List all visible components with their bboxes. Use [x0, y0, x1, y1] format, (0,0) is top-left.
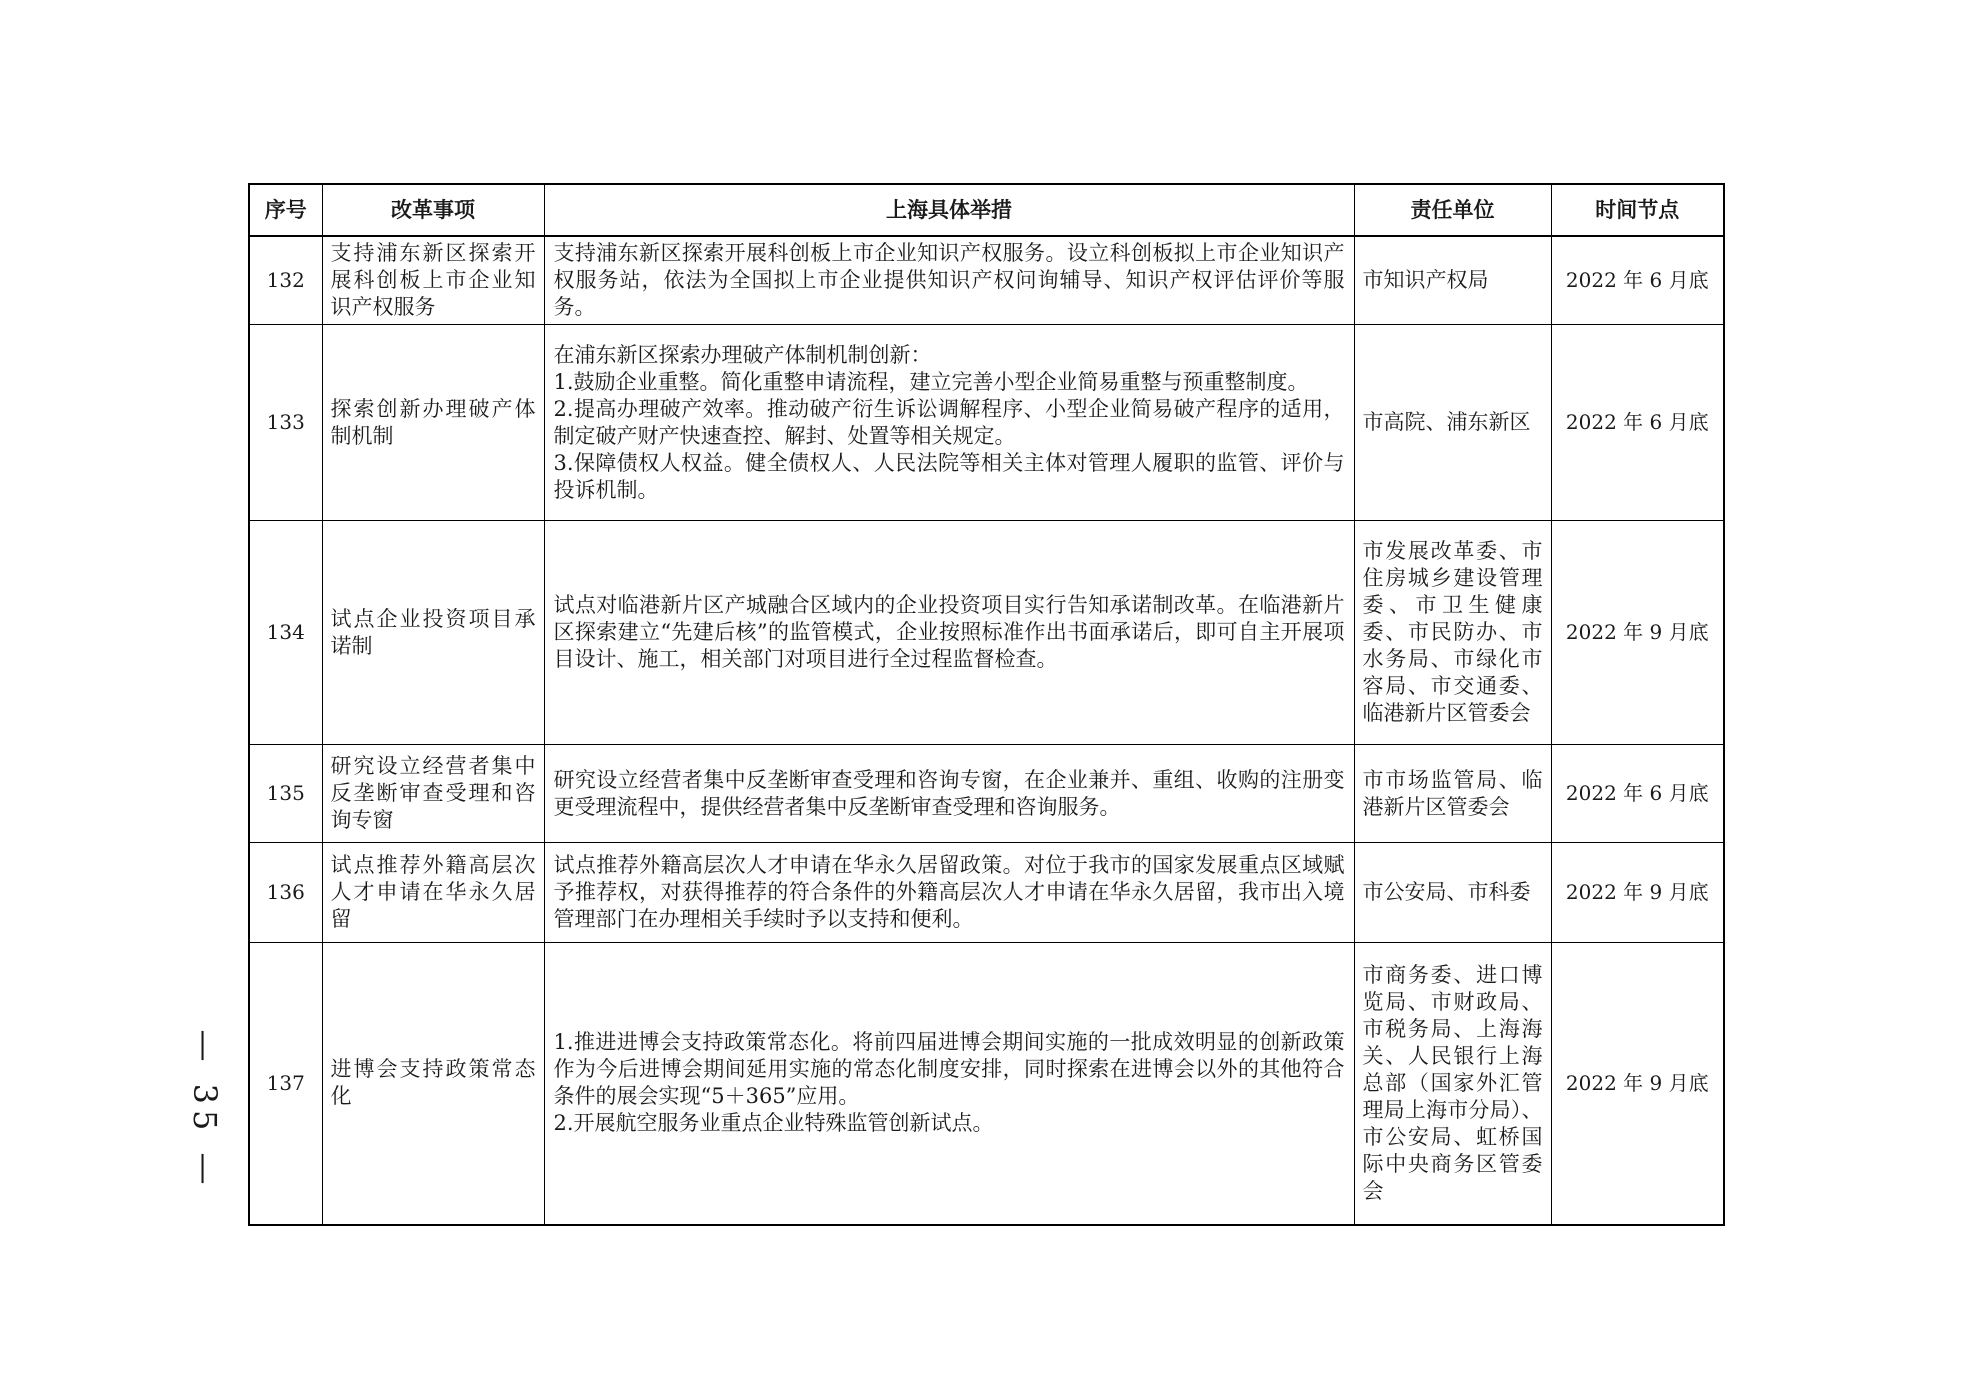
row-measures — [544, 325, 1354, 521]
row-serial-number: 133 — [249, 325, 322, 521]
row-serial-number: 136 — [249, 843, 322, 943]
row-serial-number: 132 — [249, 236, 322, 325]
header-shanghai-measures: 上海具体举措 — [544, 184, 1354, 236]
table-row — [249, 745, 1724, 843]
row-reform-item: 支持浦东新区探索开展科创板上市企业知识产权服务 — [322, 236, 544, 325]
row-deadline: 2022 年 9 月底 — [1551, 843, 1724, 943]
table-row — [249, 943, 1724, 1225]
row-responsible-unit: 市发展改革委、市住房城乡建设管理委、市卫生健康委、市民防办、市水务局、市绿化市容局、市交通委、临港新片区管委会 — [1354, 521, 1551, 745]
row-deadline: 2022 年 6 月底 — [1551, 745, 1724, 843]
row-measures — [544, 236, 1354, 325]
row-deadline: 2022 年 6 月底 — [1551, 236, 1724, 325]
reform-measures-table — [248, 183, 1725, 1226]
header-deadline: 时间节点 — [1551, 184, 1724, 236]
table-header — [249, 184, 1724, 236]
table-row — [249, 325, 1724, 521]
row-reform-item: 试点推荐外籍高层次人才申请在华永久居留 — [322, 843, 544, 943]
row-measures — [544, 943, 1354, 1225]
row-responsible-unit: 市商务委、进口博览局、市财政局、市税务局、上海海关、人民银行上海总部（国家外汇管理局上海市分局）、市公安局、虹桥国际中央商务区管委会 — [1354, 943, 1551, 1225]
table-row — [249, 521, 1724, 745]
row-serial-number: 134 — [249, 521, 322, 745]
header-row — [249, 184, 1724, 236]
row-responsible-unit: 市高院、浦东新区 — [1354, 325, 1551, 521]
row-responsible-unit: 市市场监管局、临港新片区管委会 — [1354, 745, 1551, 843]
measure-paragraph: 2.开展航空服务业重点企业特殊监管创新试点。 — [553, 1111, 994, 1136]
row-reform-item: 进博会支持政策常态化 — [322, 943, 544, 1225]
row-reform-item: 试点企业投资项目承诺制 — [322, 521, 544, 745]
measure-paragraph: 支持浦东新区探索开展科创板上市企业知识产权服务。设立科创板拟上市企业知识产权服务站，依法为全国拟上市企业提供知识产权问询辅导、知识产权评估评价等服务。 — [553, 241, 1345, 319]
row-responsible-unit: 市公安局、市科委 — [1354, 843, 1551, 943]
row-deadline: 2022 年 9 月底 — [1551, 943, 1724, 1225]
row-responsible-unit: 市知识产权局 — [1354, 236, 1551, 325]
header-serial-number: 序号 — [249, 184, 322, 236]
table-body — [249, 236, 1724, 1225]
header-reform-item: 改革事项 — [322, 184, 544, 236]
row-measures — [544, 843, 1354, 943]
measure-paragraph: 1.推进进博会支持政策常态化。将前四届进博会期间实施的一批成效明显的创新政策作为今后进博会期间延用实施的常态化制度安排，同时探索在进博会以外的其他符合条件的展会实现“5＋365”应用。 — [553, 1030, 1345, 1109]
row-measures — [544, 745, 1354, 843]
measure-paragraph: 在浦东新区探索办理破产体制机制创新： — [553, 342, 932, 367]
row-serial-number: 137 — [249, 943, 322, 1225]
row-serial-number: 135 — [249, 745, 322, 843]
measure-paragraph: 试点推荐外籍高层次人才申请在华永久居留政策。对位于我市的国家发展重点区域赋予推荐权，对获得推荐的符合条件的外籍高层次人才申请在华永久居留，我市出入境管理部门在办理相关手续时予以支持和便利。 — [553, 853, 1345, 931]
row-deadline: 2022 年 6 月底 — [1551, 325, 1724, 521]
measure-paragraph: 3.保障债权人权益。健全债权人、人民法院等相关主体对管理人履职的监管、评价与投诉机制。 — [553, 450, 1345, 502]
row-reform-item: 研究设立经营者集中反垄断审查受理和咨询专窗 — [322, 745, 544, 843]
row-reform-item: 探索创新办理破产体制机制 — [322, 325, 544, 521]
table-row — [249, 236, 1724, 325]
row-deadline: 2022 年 9 月底 — [1551, 521, 1724, 745]
measure-paragraph: 试点对临港新片区产城融合区域内的企业投资项目实行告知承诺制改革。在临港新片区探索建立“先建后核”的监管模式，企业按照标准作出书面承诺后，即可自主开展项目设计、施工，相关部门对项目进行全过程监督检查。 — [553, 593, 1345, 671]
measure-paragraph: 研究设立经营者集中反垄断审查受理和咨询专窗，在企业兼并、重组、收购的注册变更受理流程中，提供经营者集中反垄断审查受理和咨询服务。 — [553, 767, 1345, 819]
row-measures — [544, 521, 1354, 745]
table-row — [249, 843, 1724, 943]
header-responsible-unit: 责任单位 — [1354, 184, 1551, 236]
page-number: — 35 — — [186, 1029, 224, 1191]
measure-paragraph: 2.提高办理破产效率。推动破产衍生诉讼调解程序、小型企业简易破产程序的适用，制定破产财产快速查控、解封、处置等相关规定。 — [553, 396, 1345, 448]
measure-paragraph: 1.鼓励企业重整。简化重整申请流程，建立完善小型企业简易重整与预重整制度。 — [553, 369, 1309, 394]
